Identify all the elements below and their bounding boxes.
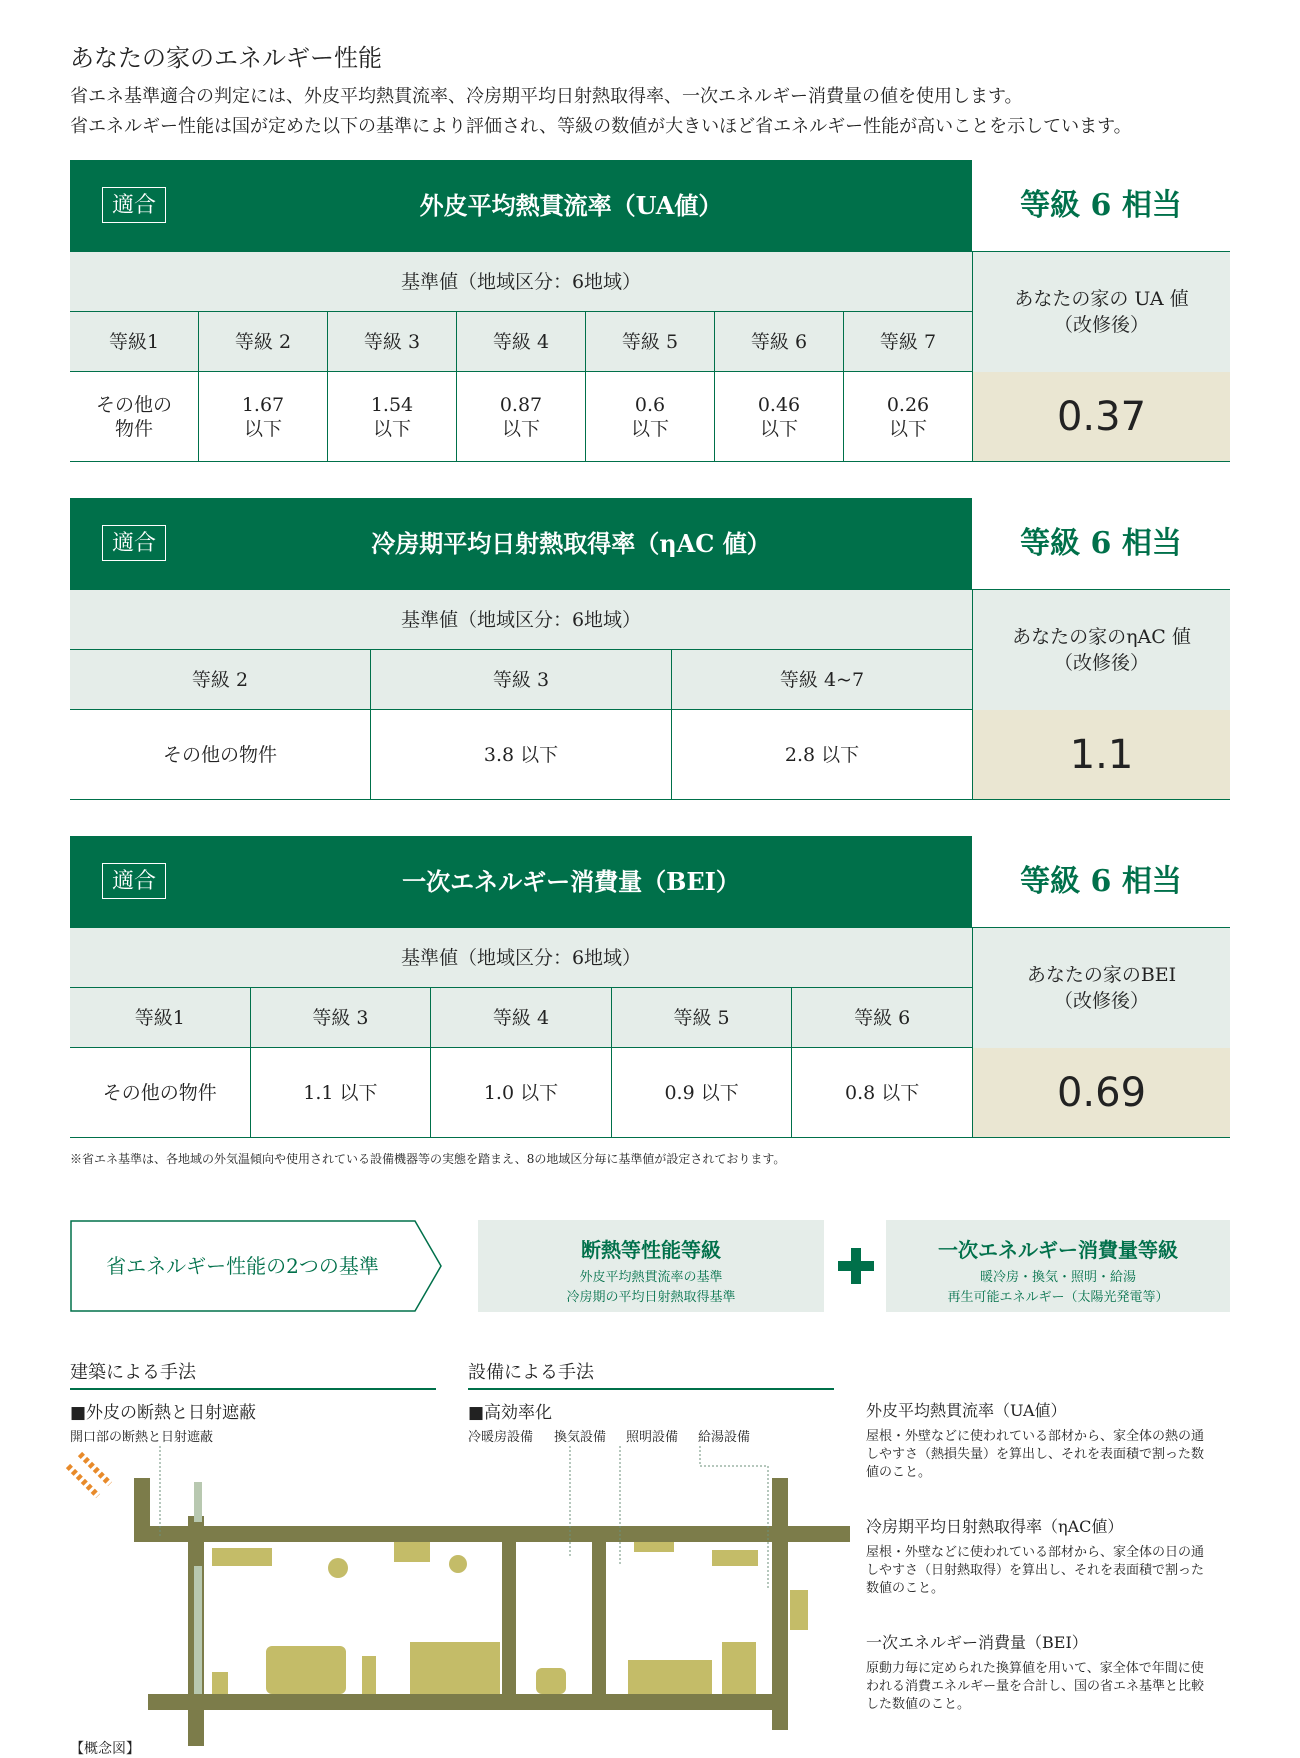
level-cell: 等級1 xyxy=(108,330,160,353)
value-cell: 1.54 以下 xyxy=(327,372,456,461)
criteria-line: 暖冷房・換気・照明・給湯 xyxy=(979,1270,1136,1285)
your-value: 0.37 xyxy=(972,372,1230,462)
subheader: 基準値（地域区分：6地域） xyxy=(70,590,972,650)
value-cell: その他の物件 xyxy=(162,743,277,766)
desc-title: 冷房期平均日射熱取得率（ηAC値） xyxy=(866,1517,1124,1536)
criteria-label: 省エネルギー性能の2つの基準 xyxy=(106,1254,379,1278)
intro-line-2: 省エネルギー性能は国が定めた以下の基準により評価され、等級の数値が大きいほど省エネルギー性能が高いことを示しています。 xyxy=(70,116,1132,137)
value-cell: 1.1 以下 xyxy=(250,1048,431,1137)
value-cell: 0.8 以下 xyxy=(791,1048,972,1137)
equip-item: 冷暖房設備 xyxy=(468,1430,534,1445)
equip-item: 換気設備 xyxy=(554,1430,607,1445)
divider xyxy=(468,1388,834,1390)
table-title: 一次エネルギー消費量（BEI） xyxy=(402,867,740,896)
equip-method-title: 設備による手法 xyxy=(468,1362,594,1383)
desc-title: 一次エネルギー消費量（BEI） xyxy=(866,1633,1088,1652)
criteria-box-energy xyxy=(886,1220,1230,1312)
value-row xyxy=(70,372,972,462)
criteria-title: 一次エネルギー消費量等級 xyxy=(938,1238,1178,1262)
value-cell: 0.46 以下 xyxy=(714,372,843,461)
level-cell: 等級 6 xyxy=(714,312,843,371)
diagram-caption: 【概念図】 xyxy=(70,1741,140,1757)
equip-item: 照明設備 xyxy=(626,1430,679,1445)
level-cell: 等級 6 xyxy=(791,988,972,1047)
value-cell: 0.6 以下 xyxy=(585,372,714,461)
table-title: 外皮平均熱貫流率（UA値） xyxy=(419,191,723,220)
criteria-title: 断熱等性能等級 xyxy=(581,1238,721,1262)
value-row xyxy=(70,1048,972,1138)
level-cell: 等級 2 xyxy=(191,668,249,691)
conformity-badge: 適合 xyxy=(102,863,166,899)
value-cell: 0.87 以下 xyxy=(456,372,585,461)
table-header xyxy=(70,160,972,252)
subheader: 基準値（地域区分：6地域） xyxy=(70,928,972,988)
subheader: 基準値（地域区分：6地域） xyxy=(70,252,972,312)
level-cell: 等級 4 xyxy=(430,988,611,1047)
your-value-label: あなたの家の UA 値 （改修後） xyxy=(972,252,1230,372)
value-cell: 1.0 以下 xyxy=(430,1048,611,1137)
level-row xyxy=(70,988,972,1048)
value-cell: 0.9 以下 xyxy=(611,1048,792,1137)
bei-table xyxy=(70,836,1230,1138)
value-cell: 1.67 以下 xyxy=(198,372,327,461)
desc-body: 原動力毎に定められた換算値を用いて、家全体で年間に使われる消費エネルギー量を合計し、国の省エネ基準と比較した数値のこと。 xyxy=(866,1661,1205,1712)
level-cell: 等級 4~7 xyxy=(671,650,972,709)
divider xyxy=(70,1388,436,1390)
arch-method-title: 建築による手法 xyxy=(70,1362,196,1383)
ua-table xyxy=(70,160,1230,462)
grade-label: 等級 6 相当 xyxy=(972,836,1230,928)
sunlight-icon xyxy=(68,1454,110,1496)
level-cell: 等級 7 xyxy=(843,312,972,371)
desc-title: 外皮平均熱貫流率（UA値） xyxy=(866,1401,1067,1420)
criteria-line: 冷房期の平均日射熱取得基準 xyxy=(566,1290,736,1305)
level-row xyxy=(70,650,972,710)
arch-subtitle: ■外皮の断熱と日射遮蔽 xyxy=(70,1403,257,1423)
your-value: 1.1 xyxy=(972,710,1230,800)
level-cell: 等級 4 xyxy=(456,312,585,371)
value-cell: 2.8 以下 xyxy=(671,710,972,799)
level-cell: 等級 2 xyxy=(198,312,327,371)
level-cell: 等級 5 xyxy=(585,312,714,371)
page-title: あなたの家のエネルギー性能 xyxy=(70,44,382,72)
criteria-line: 再生可能エネルギー（太陽光発電等） xyxy=(947,1290,1169,1305)
value-cell: その他の物件 xyxy=(102,1081,217,1104)
table-title: 冷房期平均日射熱取得率（ηAC 値） xyxy=(371,529,771,558)
equip-item: 給湯設備 xyxy=(698,1430,751,1445)
arch-item: 開口部の断熱と日射遮蔽 xyxy=(70,1430,214,1445)
criteria-box-insulation xyxy=(478,1220,824,1312)
level-row xyxy=(70,312,972,372)
desc-body: 屋根・外壁などに使われている部材から、家全体の熱の通しやすさ（熱損失量）を算出し、それを表面積で割った数値のこと。 xyxy=(866,1429,1205,1480)
equip-subtitle: ■高効率化 xyxy=(468,1403,553,1423)
level-cell: 等級 5 xyxy=(611,988,792,1047)
value-cell: 0.26 以下 xyxy=(843,372,972,461)
your-value-label: あなたの家のBEI （改修後） xyxy=(972,928,1230,1048)
value-cell: その他の 物件 xyxy=(95,393,172,440)
table-header xyxy=(70,836,972,928)
table-header xyxy=(70,498,972,590)
level-cell: 等級1 xyxy=(134,1006,185,1029)
criteria-line: 外皮平均熱貫流率の基準 xyxy=(579,1270,723,1285)
level-cell: 等級 3 xyxy=(327,312,456,371)
house-diagram xyxy=(60,1446,850,1746)
etaac-table xyxy=(70,498,1230,800)
grade-label: 等級 6 相当 xyxy=(972,160,1230,252)
desc-body: 屋根・外壁などに使われている部材から、家全体の日の通しやすさ（日射熱取得）を算出し、それを表面積で割った数値のこと。 xyxy=(866,1545,1205,1596)
value-cell: 3.8 以下 xyxy=(370,710,671,799)
your-value-label: あなたの家のηAC 値 （改修後） xyxy=(972,590,1230,710)
value-row xyxy=(70,710,972,800)
your-value: 0.69 xyxy=(972,1048,1230,1138)
conformity-badge: 適合 xyxy=(102,525,166,561)
level-cell: 等級 3 xyxy=(250,988,431,1047)
footnote: ※省エネ基準は、各地域の外気温傾向や使用されている設備機器等の実態を踏まえ、8の地域区分毎に基準値が設定されております。 xyxy=(70,1152,786,1166)
plus-icon xyxy=(838,1248,874,1284)
level-cell: 等級 3 xyxy=(370,650,671,709)
grade-label: 等級 6 相当 xyxy=(972,498,1230,590)
conformity-badge: 適合 xyxy=(102,187,166,223)
intro-line-1: 省エネ基準適合の判定には、外皮平均熱貫流率、冷房期平均日射熱取得率、一次エネルギー消費量の値を使用します。 xyxy=(70,86,1023,107)
